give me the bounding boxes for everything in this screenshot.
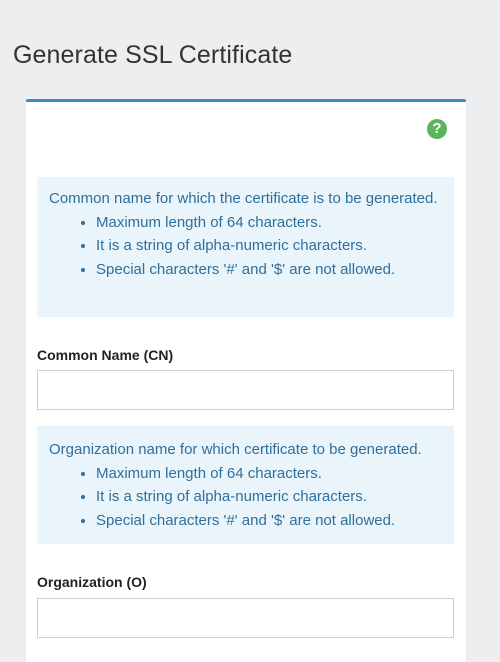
list-item: • It is a string of alpha-numeric characters. (96, 234, 444, 258)
help-icon[interactable]: ? (427, 119, 447, 139)
common-name-info-description: Common name for which the certificate is to be generated. (49, 190, 438, 207)
organization-label: Organization (O) (37, 574, 147, 590)
list-item: • Maximum length of 64 characters. (96, 462, 444, 486)
common-name-input[interactable] (37, 370, 454, 410)
organization-input[interactable] (37, 598, 454, 638)
list-item: • Maximum length of 64 characters. (96, 211, 444, 235)
common-name-label: Common Name (CN) (37, 347, 174, 363)
list-item: • Special characters '#' and '$' are not allowed. (96, 509, 444, 533)
organization-info-description: Organization name for which certificate to be generated. (49, 441, 422, 458)
organization-info-rules (49, 462, 444, 533)
common-name-info-box (37, 177, 454, 317)
common-name-info-rules (49, 211, 444, 282)
list-item: • Special characters '#' and '$' are not allowed. (96, 258, 444, 282)
list-item: • It is a string of alpha-numeric characters. (96, 485, 444, 509)
page-title: Generate SSL Certificate (13, 40, 293, 69)
ssl-form-card (26, 99, 466, 662)
organization-info-box (37, 426, 454, 544)
